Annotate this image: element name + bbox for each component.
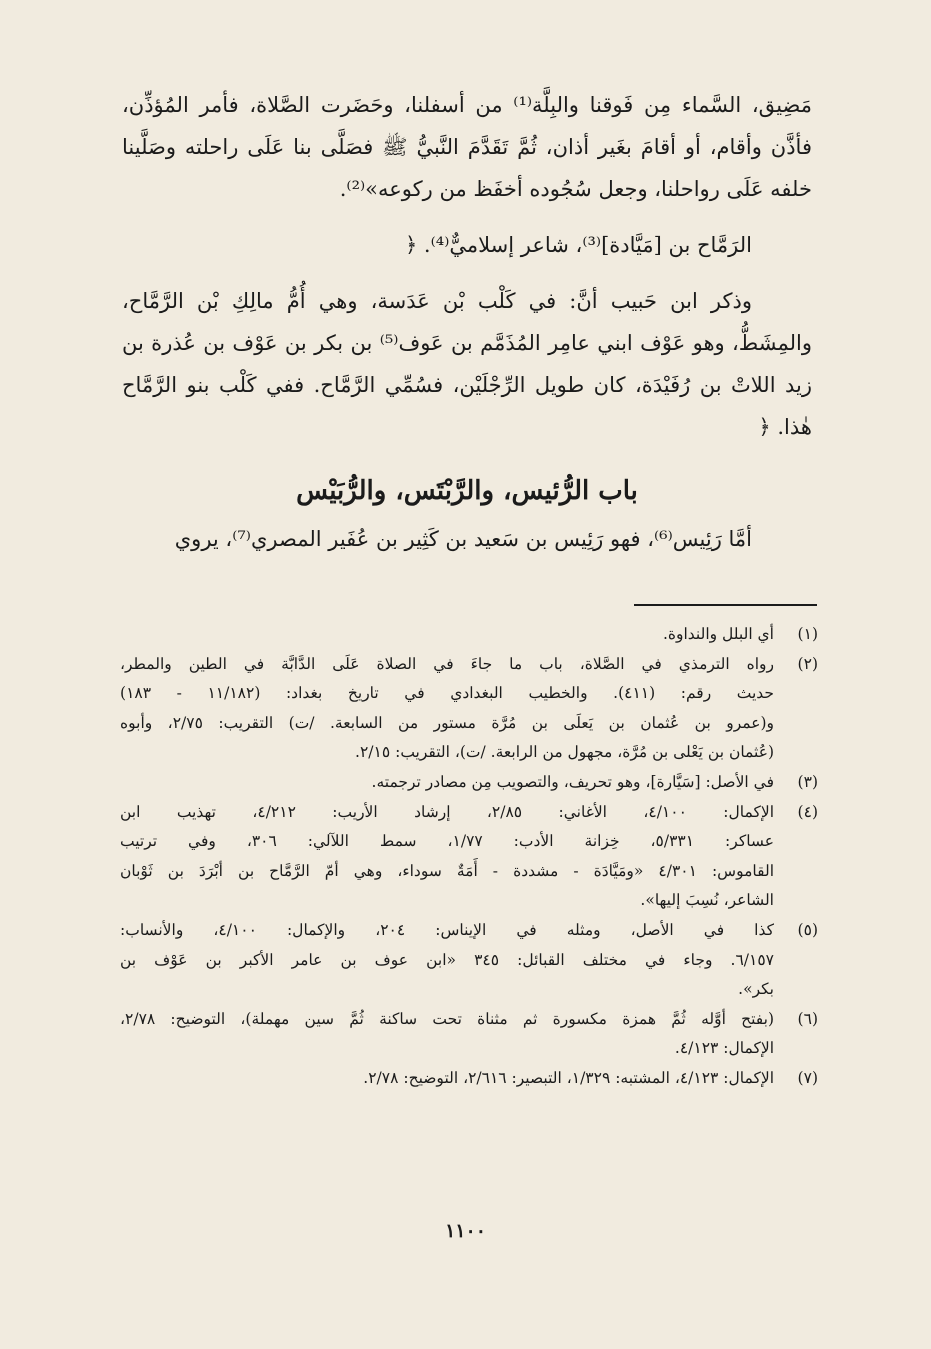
footnote-line: (عُثمان بن يَعْلى بن مُرَّة، مجهول من الرابعة. /ت)، التقريب: ٢/١٥.	[355, 743, 774, 762]
footnote-line: القاموس: ٤/٣٠١ «ومَيَّادَة - مشددة - أَمَةٌ سوداء، وهي أمّ الرَّمَّاح بن أبْرَدَ بن ثَوْبان	[120, 861, 774, 880]
footnote-line: بكر».	[738, 980, 774, 999]
paragraph-hadith-end: مَضِيق، السَّماء مِن فَوقنا والبِلَّة⁽¹⁾ من أسفلنا، وحَضَرت الصَّلاة، فأمر المُؤذِّن، فأذَّن وأقام، أو أقامَ بغَير أذان، ثُمَّ تَقَدَّمَ النَّبيُّ ﷺ فصَلَّى بنا عَلَى راحلته وصَلَّينا خلفه عَلَى رواحلنا، وجعل سُجُوده أخفَظ من ركوعه»⁽²⁾.	[122, 93, 812, 201]
footnote	[120, 798, 818, 916]
footnote	[120, 768, 818, 798]
footnote-line: ٦/١٥٧. وجاء في مختلف القبائل: ٣٤٥ «ابن عوف بن عامر الأكبر بن عَوْف بن	[120, 950, 774, 969]
footnote-line: أي البلل والنداوة.	[662, 625, 774, 643]
footnote	[120, 620, 818, 650]
footnote-number: (٧)	[797, 1068, 818, 1087]
paragraph-ibn-habib: وذكر ابن حَبيب أنَّ: في كَلْب بْن عَدَسة، وهي أُمُّ مالِكِ بْن الرَّمَّاح، والمِشَطُّ، وهو عَوْف ابني عامِر المُذَمَّم بن عَوف⁽⁵⁾ بن بكر بن عَوْف بن عُذرة بن زيد اللاتْ بن رُفَيْدَة، كان طويل الرِّجْلَيْن، فسُمِّي الرَّمَّاح. ففي كَلْب بنو الرَّمَّاح هٰذا. ﴿	[122, 289, 812, 439]
footnote-number: (٦)	[797, 1009, 818, 1028]
page-number: ١١٠٠	[445, 1220, 486, 1242]
footnote-line: حديث رقم: (٤١١). والخطيب البغدادي في تاريخ بغداد: (١١/١٨٢ - ١٨٣)	[120, 684, 775, 703]
footnotes	[120, 620, 818, 1094]
footnote-line: الإكمال: ٤/١٠٠، الأغاني: ٢/٨٥، إرشاد الأريب: ٤/٢١٢، تهذيب ابن	[120, 802, 775, 821]
footnote-line: الإكمال: ٤/١٢٣، المشتبه: ١/٣٢٩، التبصير: ٢/٦١٦، التوضيح: ٢/٧٨.	[363, 1068, 774, 1087]
footnote	[120, 1064, 818, 1094]
footnote-line: (بفتح أوَّله ثُمَّ همزة مكسورة ثم مثناة تحت ساكنة ثُمَّ سين مهملة)، التوضيح: ٢/٧٨،	[120, 1009, 774, 1028]
main-text	[122, 84, 812, 560]
footnote	[120, 650, 818, 768]
footnote-number: (٢)	[797, 654, 818, 673]
paragraph-raees: أمَّا رَئِيس⁽⁶⁾، فهو رَئِيس بن سَعيد بن كَثِير بن عُفَير المصري⁽⁷⁾، يروي	[174, 527, 752, 551]
paragraph-rammah-entry: الرَمَّاح بن [مَيَّادة]⁽³⁾، شاعر إسلاميٌّ⁽⁴⁾. ﴿	[404, 233, 752, 257]
footnote-line: الشاعر، نُسِبَ إليها».	[640, 891, 774, 910]
footnote-line: كذا في الأصل، ومثله في الإيناس: ٢٠٤، والإكمال: ٤/١٠٠، والأنساب:	[120, 920, 774, 939]
footnote	[120, 916, 818, 1005]
footnote-number: (٣)	[797, 772, 818, 791]
chapter-title: باب الرُّئيس، والرَّبْتَس، والرُّبَيْس	[296, 476, 638, 506]
footnote-line: عساكر: ٥/٣٣١، خِزانة الأدب: ١/٧٧، سمط اللآلي: ٣٠٦، وفي ترتيب	[120, 832, 774, 851]
footnote-number: (٥)	[797, 920, 818, 939]
footnote-number: (١)	[797, 625, 818, 643]
footnote-line: رواه الترمذي في الصَّلاة، باب ما جاءَ في الصلاة عَلَى الدَّابَّة في الطين والمطر،	[120, 654, 774, 673]
footnote-line: و(عمرو بن عُثمان بن يَعلَى بن مُرَّة مستور من السابعة. /ت) التقريب: ٢/٧٥، وأبوه	[120, 713, 775, 732]
footnote-line: في الأصل: [سَيَّارة]، وهو تحريف، والتصويب مِن مصادر ترجمته.	[371, 772, 774, 791]
footnote-number: (٤)	[797, 802, 818, 821]
footnote	[120, 1005, 818, 1064]
footnote-separator	[634, 604, 817, 606]
footnote-line: الإكمال: ٤/١٢٣.	[674, 1039, 774, 1058]
